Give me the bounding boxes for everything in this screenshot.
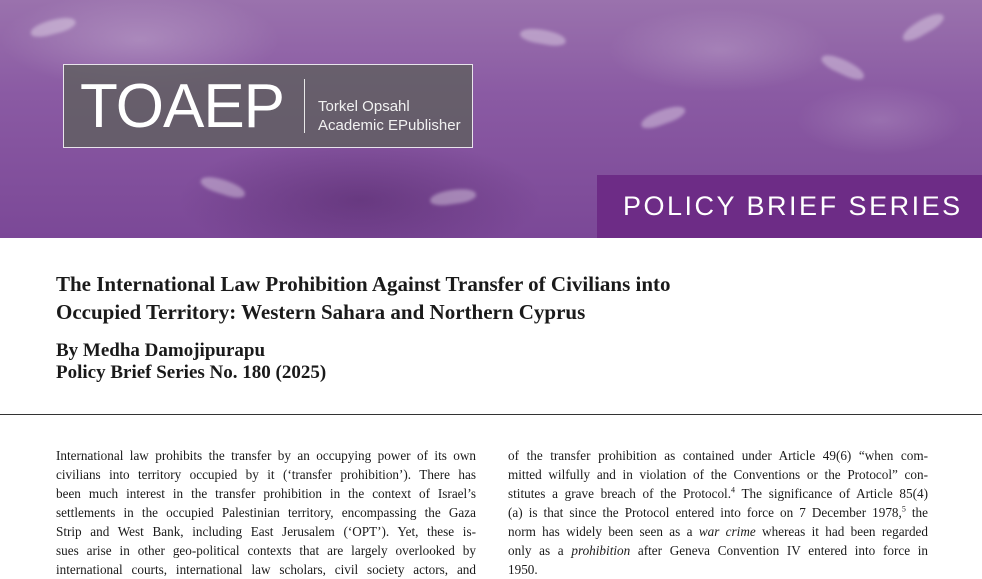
- logo-subtitle-line1: Torkel Opsahl: [318, 98, 410, 115]
- body-line: [508, 522, 928, 541]
- dove-graphic: [900, 9, 947, 44]
- dove-graphic: [199, 173, 247, 201]
- body-text: of the transfer prohibition as contained under Article 49(6) “when com-: [508, 448, 928, 463]
- dove-graphic: [519, 26, 567, 48]
- body-text: whereas it had been regarded: [755, 524, 928, 539]
- body-line: [508, 541, 928, 560]
- body-text: only as a: [508, 543, 572, 558]
- body-text: norm has widely been seen as a: [508, 524, 699, 539]
- body-text: (a) is that since the Protocol entered into force on 7 December 1978,: [508, 505, 902, 520]
- brief-title: [56, 270, 816, 326]
- body-line: International law prohibits the transfer by an occupying power of its own: [56, 448, 476, 463]
- body-text: The significance of Article 85(4): [735, 486, 928, 501]
- body-text: the: [905, 505, 928, 520]
- body-line: [508, 446, 928, 465]
- footnote-ref[interactable]: 4: [731, 485, 736, 495]
- body-text: mitted wilfully and in violation of the Conventions or the Protocol” con-: [508, 467, 928, 482]
- logo-wordmark: TOAEP: [80, 72, 285, 141]
- brief-title-line1: The International Law Prohibition Against Transfer of Civilians into: [56, 272, 671, 296]
- body-column-left: [56, 446, 476, 579]
- series-number: Policy Brief Series No. 180 (2025): [56, 362, 327, 383]
- body-line: [508, 503, 928, 522]
- emphasis-text: prohibition: [571, 543, 631, 558]
- body-line: [508, 484, 928, 503]
- footnote-ref[interactable]: 5: [901, 504, 906, 514]
- body-line: Strip and West Bank, including East Jerusalem (‘OPT’). Yet, these is-: [56, 524, 476, 539]
- body-line: international courts, international law scholars, civil society actors, and: [56, 562, 476, 577]
- emphasis-text: war crime: [698, 524, 756, 539]
- author-byline: By Medha Damojipurapu: [56, 340, 266, 361]
- header-banner: [0, 0, 982, 238]
- dove-graphic: [819, 51, 867, 83]
- body-column-right: [508, 446, 928, 579]
- series-label: POLICY BRIEF SERIES: [623, 191, 963, 221]
- body-text: stitutes a grave breach of the Protocol.: [508, 486, 732, 501]
- publisher-logo: [63, 64, 473, 148]
- body-line: settlements in the occupied Palestinian territory, encompassing the Gaza: [56, 505, 476, 520]
- series-band: [597, 175, 982, 238]
- body-line: civilians into territory occupied by it (‘transfer prohibition’). There has: [56, 467, 476, 482]
- logo-divider: [304, 79, 305, 133]
- dove-graphic: [639, 103, 687, 132]
- dove-graphic: [29, 14, 77, 39]
- section-divider: [0, 414, 982, 415]
- logo-subtitle-line2: Academic EPublisher: [318, 117, 461, 134]
- body-line: [508, 465, 928, 484]
- body-line: been much interest in the transfer prohibition in the context of Israel’s: [56, 486, 476, 501]
- brief-title-line2: Occupied Territory: Western Sahara and Northern Cyprus: [56, 300, 586, 324]
- body-text: 1950.: [508, 562, 538, 577]
- dove-graphic: [429, 187, 477, 207]
- body-text: after Geneva Convention IV entered into force in: [630, 543, 928, 558]
- body-line: sues arise in other geo-political contexts that are largely overlooked by: [56, 543, 476, 558]
